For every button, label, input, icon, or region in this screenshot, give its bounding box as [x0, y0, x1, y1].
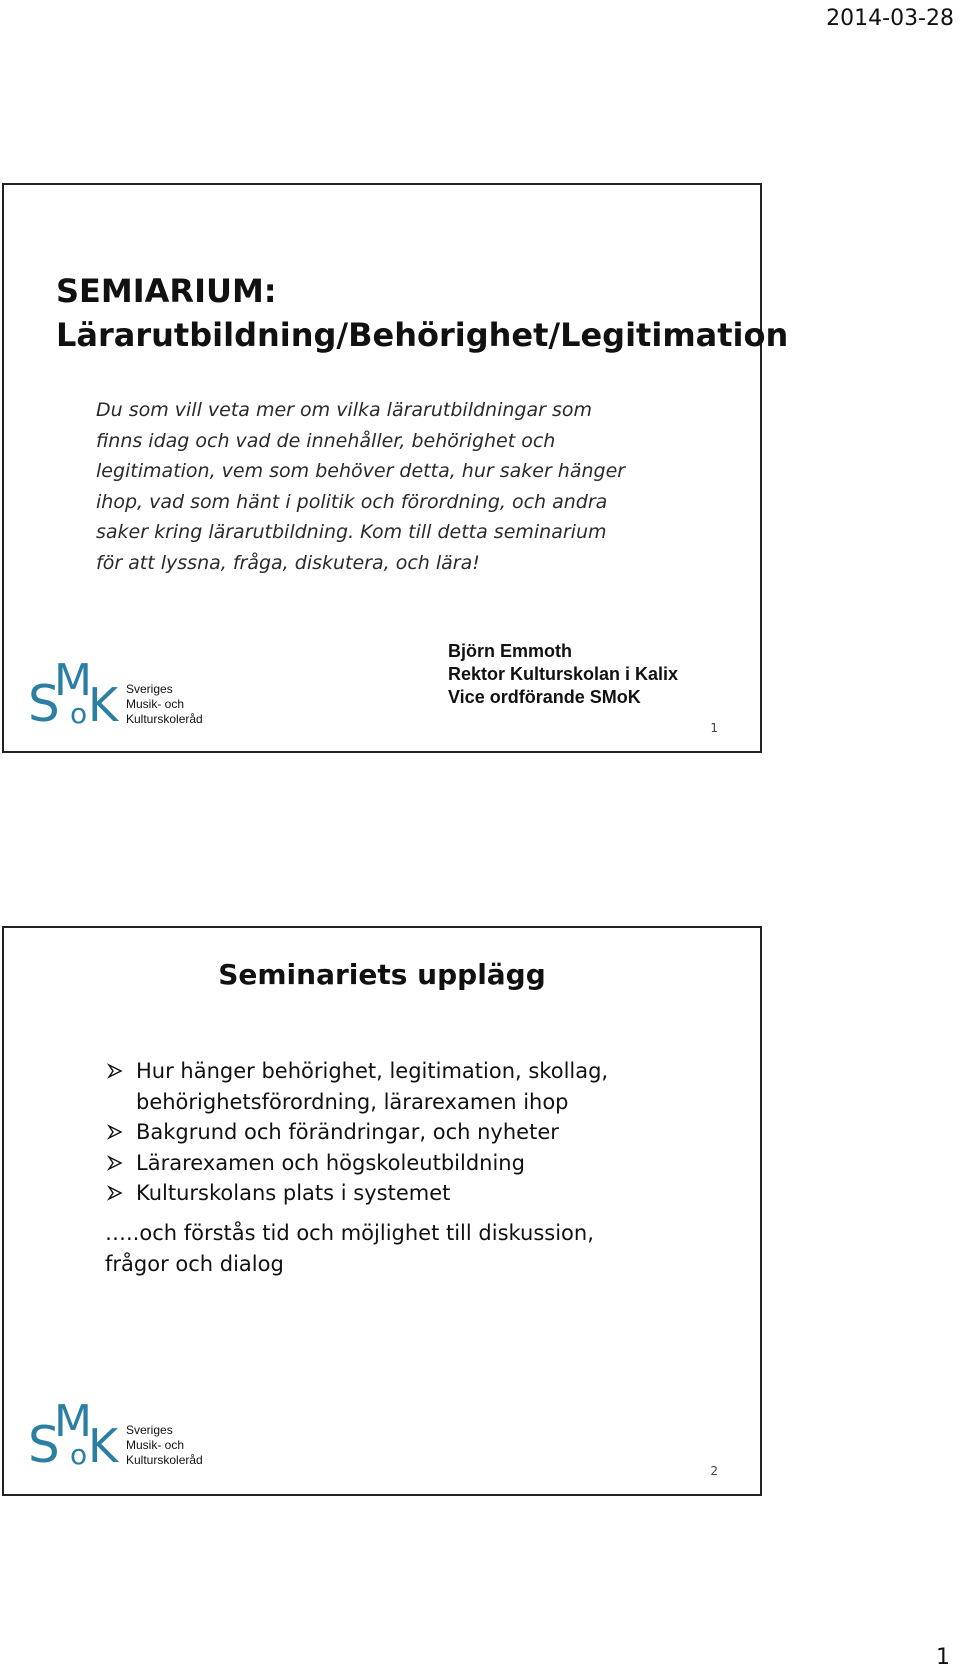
list-item-text: Bakgrund och förändringar, och nyheter	[136, 1120, 559, 1144]
slide-2	[2, 926, 762, 1496]
slide-title: Seminariets upplägg	[218, 958, 546, 991]
slide-title	[56, 269, 788, 357]
logo-letter-s: S	[28, 675, 60, 733]
list-item	[108, 1148, 708, 1179]
intro-line: legitimation, vem som behöver detta, hur saker hänger	[96, 460, 626, 482]
intro-line: ihop, vad som hänt i politik och förordning, och andra	[96, 490, 608, 513]
closing-line: …..och förstås tid och möjlighet till diskussion,	[105, 1221, 594, 1245]
slide-1	[2, 183, 789, 753]
closing-line: frågor och dialog	[105, 1251, 284, 1276]
intro-line: saker kring lärarutbildning. Kom till detta seminarium	[96, 521, 607, 543]
arrow-bullet-icon	[108, 1125, 122, 1139]
logo-letter-k: K	[88, 1419, 119, 1473]
arrow-bullet-icon	[108, 1156, 122, 1170]
closing-text	[105, 1218, 705, 1279]
list-item-text: Hur hänger behörighet, legitimation, skollag,	[136, 1059, 609, 1083]
title-line: SEMIARIUM:	[56, 272, 277, 310]
arrow-bullet-icon	[108, 1186, 122, 1200]
logo-letter-m: M	[54, 1396, 92, 1447]
logo-text-line: Musik- och	[126, 697, 185, 711]
agenda-list	[108, 1056, 708, 1209]
logo-text-line: Sveriges	[126, 682, 173, 696]
presenter-role: Rektor Kulturskolan i Kalix	[448, 664, 679, 684]
intro-text	[96, 395, 676, 578]
logo-text-line: Kulturskoleråd	[126, 1453, 203, 1467]
intro-line: Du som vill veta mer om vilka lärarutbildningar som	[96, 399, 592, 421]
list-item	[108, 1178, 708, 1209]
list-item-text: Lärarexamen och högskoleutbildning	[136, 1150, 525, 1175]
presenter-name: Björn Emmoth	[448, 641, 572, 661]
document-date: 2014-03-28	[826, 6, 954, 31]
logo-letter-o: o	[70, 1438, 88, 1471]
presenter-role-2: Vice ordförande SMoK	[448, 687, 641, 707]
list-item	[108, 1117, 708, 1148]
list-item	[108, 1056, 708, 1117]
list-item-text: Kulturskolans plats i systemet	[136, 1181, 451, 1205]
logo-letter-s: S	[28, 1416, 60, 1474]
logo-letter-k: K	[88, 678, 119, 732]
logo-letter-m: M	[54, 655, 92, 706]
logo-letter-o: o	[70, 697, 88, 730]
intro-line: finns idag och vad de innehåller, behörighet och	[96, 429, 556, 452]
logo-text-line: Kulturskoleråd	[126, 712, 203, 726]
list-item-text: behörighetsförordning, lärarexamen ihop	[136, 1089, 569, 1114]
slide-number: 1	[710, 721, 718, 735]
intro-line: för att lyssna, fråga, diskutera, och lära!	[96, 551, 480, 574]
presenter-info	[448, 640, 678, 709]
logo-text-line: Sveriges	[126, 1423, 173, 1437]
title-line: Lärarutbildning/Behörighet/Legitimation	[56, 316, 789, 354]
smok-logo	[26, 655, 203, 735]
smok-logo	[26, 1396, 203, 1476]
logo-text-line: Musik- och	[126, 1438, 185, 1452]
arrow-bullet-icon	[108, 1064, 122, 1078]
page-number: 1	[936, 1645, 950, 1670]
slide-number: 2	[710, 1464, 718, 1478]
